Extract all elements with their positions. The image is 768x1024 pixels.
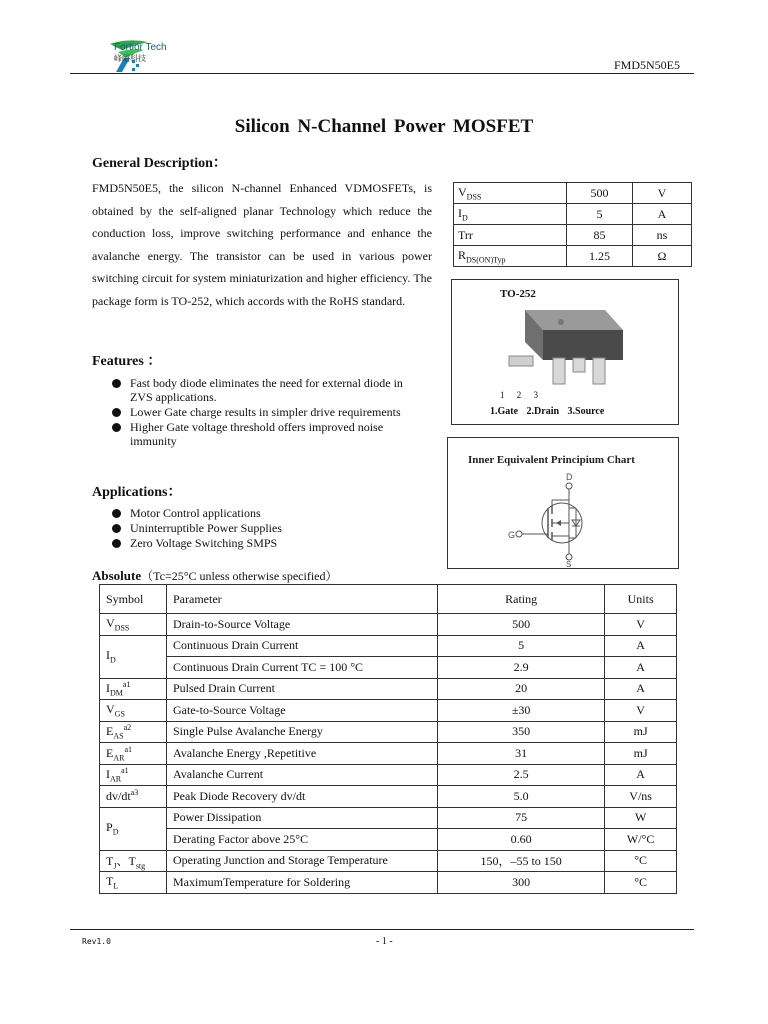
symbol-sub: GS <box>114 709 125 719</box>
spec-symbol <box>454 183 567 204</box>
spec-unit: Ω <box>633 246 692 267</box>
header-symbol: Symbol <box>100 585 167 614</box>
units-cell: W/°C <box>605 829 677 851</box>
spec-symbol-text: Trr <box>458 227 473 242</box>
symbol-text: I <box>106 767 110 782</box>
symbol-text: V <box>106 702 115 717</box>
logo-name: Fortior Tech <box>114 42 167 53</box>
symbol-text: E <box>106 724 114 739</box>
table-row <box>454 225 692 246</box>
table-row <box>454 246 692 267</box>
feature-text: Lower Gate charge results in simpler drive requirements <box>130 405 401 419</box>
units-cell: A <box>605 764 677 786</box>
package-pin-numbers: 1 2 3 <box>500 390 538 400</box>
list-item <box>112 506 412 520</box>
symbol-sub: J <box>113 860 117 870</box>
spec-symbol-text: I <box>458 205 462 220</box>
spec-value: 1.25 <box>567 246 633 267</box>
table-row <box>454 204 692 225</box>
rating-cell: 2.9 <box>438 657 605 679</box>
parameter-cell: Operating Junction and Storage Temperature <box>167 850 438 872</box>
parameter-cell: Derating Factor above 25°C <box>167 829 438 851</box>
table-row <box>454 183 692 204</box>
key-spec-table <box>453 182 692 267</box>
units-cell: mJ <box>605 721 677 743</box>
rating-cell: 20 <box>438 678 605 700</box>
table-row <box>100 872 677 894</box>
symbol-note: a3 <box>130 788 139 798</box>
symbol-sub: AR <box>110 774 122 784</box>
parameter-cell: Power Dissipation <box>167 807 438 829</box>
table-row <box>100 850 677 872</box>
gate-label: G <box>508 530 516 540</box>
rating-cell: 500 <box>438 614 605 636</box>
rating-cell: 150，–55 to 150 <box>438 850 605 872</box>
rating-cell: 350 <box>438 721 605 743</box>
units-cell: °C <box>605 850 677 872</box>
feature-text: Higher Gate voltage threshold offers improved noise immunity <box>130 420 384 448</box>
absolute-ratings-heading <box>92 567 337 584</box>
units-cell: mJ <box>605 743 677 765</box>
features-heading: Features ： <box>92 354 162 369</box>
symbol-text: P <box>106 820 113 835</box>
rating-cell: 2.5 <box>438 764 605 786</box>
list-item <box>112 521 412 535</box>
parameter-cell: Pulsed Drain Current <box>167 678 438 700</box>
symbol-cell <box>100 850 167 872</box>
symbol-text: T <box>106 853 114 868</box>
rating-cell: ±30 <box>438 700 605 722</box>
spec-symbol <box>454 204 567 225</box>
mosfet-schematic-icon <box>500 468 620 568</box>
symbol-sub: AS <box>113 731 124 741</box>
table-header-row <box>100 585 677 614</box>
header-parameter: Parameter <box>167 585 438 614</box>
symbol-text-2: 、T <box>116 853 136 868</box>
spec-symbol-sub: DSS <box>466 192 482 202</box>
document-title: Silicon N-Channel Power MOSFET <box>234 116 534 137</box>
table-row <box>100 614 677 636</box>
application-text: Motor Control applications <box>130 506 261 520</box>
symbol-cell <box>100 635 167 678</box>
footer-divider <box>70 929 694 930</box>
list-item <box>112 536 412 550</box>
units-cell: A <box>605 678 677 700</box>
list-item <box>112 405 412 419</box>
absolute-heading-text: Absolute <box>92 568 142 583</box>
parameter-cell: Avalanche Energy ,Repetitive <box>167 743 438 765</box>
application-text: Uninterruptible Power Supplies <box>130 521 282 535</box>
units-cell: V <box>605 614 677 636</box>
parameter-cell: Continuous Drain Current <box>167 635 438 657</box>
symbol-cell <box>100 700 167 722</box>
units-cell: °C <box>605 872 677 894</box>
spec-symbol-text: V <box>458 184 467 199</box>
symbol-note: a1 <box>122 680 131 690</box>
symbol-cell <box>100 678 167 700</box>
symbol-note: a1 <box>121 766 129 776</box>
symbol-note: a2 <box>123 723 132 733</box>
table-row <box>100 721 677 743</box>
rating-cell: 75 <box>438 807 605 829</box>
symbol-cell <box>100 764 167 786</box>
bullet-icon <box>112 379 121 388</box>
logo-wordmark <box>114 42 167 64</box>
absolute-ratings-table <box>99 584 677 894</box>
equivalent-circuit-title: Inner Equivalent Principium Chart <box>468 454 635 466</box>
table-row <box>100 807 677 829</box>
symbol-text: dv/dt <box>106 789 131 804</box>
table-row <box>100 635 677 657</box>
bullet-icon <box>112 524 121 533</box>
symbol-sub: DSS <box>114 623 130 633</box>
symbol-sub: D <box>110 655 116 665</box>
bullet-icon <box>112 423 121 432</box>
symbol-text: E <box>106 745 114 760</box>
symbol-note: a1 <box>124 744 133 754</box>
header-units: Units <box>605 585 677 614</box>
applications-heading: Applications： <box>92 485 182 500</box>
symbol-text: T <box>106 874 114 889</box>
table-row <box>100 700 677 722</box>
applications-list <box>112 506 412 551</box>
spec-symbol-text: R <box>458 247 467 262</box>
header-rating: Rating <box>438 585 605 614</box>
symbol-sub: AR <box>113 752 125 762</box>
application-text: Zero Voltage Switching SMPS <box>130 536 278 550</box>
symbol-sub: DM <box>110 688 123 698</box>
units-cell: W <box>605 807 677 829</box>
symbol-cell <box>100 872 167 894</box>
package-pin-legend: 1.Gate 2.Drain 3.Source <box>490 406 605 417</box>
symbol-cell <box>100 786 167 808</box>
table-row <box>100 678 677 700</box>
spec-value: 500 <box>567 183 633 204</box>
bullet-icon <box>112 509 121 518</box>
parameter-cell: Peak Diode Recovery dv/dt <box>167 786 438 808</box>
parameter-cell: MaximumTemperature for Soldering <box>167 872 438 894</box>
parameter-cell: Avalanche Current <box>167 764 438 786</box>
parameter-cell: Gate-to-Source Voltage <box>167 700 438 722</box>
spec-value: 5 <box>567 204 633 225</box>
units-cell: A <box>605 657 677 679</box>
symbol-cell <box>100 743 167 765</box>
general-description-heading: General Description： <box>92 156 227 171</box>
rating-cell: 5 <box>438 635 605 657</box>
units-cell: A <box>605 635 677 657</box>
spec-unit: V <box>633 183 692 204</box>
to252-package-icon <box>495 300 635 390</box>
rating-cell: 31 <box>438 743 605 765</box>
features-list <box>112 376 412 449</box>
package-title: TO-252 <box>500 288 536 300</box>
rating-cell: 5.0 <box>438 786 605 808</box>
feature-text: Fast body diode eliminates the need for external diode in ZVS applications. <box>130 376 403 404</box>
page-number: - 1 - <box>376 936 393 947</box>
bullet-icon <box>112 539 121 548</box>
symbol-text: I <box>106 681 110 696</box>
spec-symbol <box>454 225 567 246</box>
spec-symbol-sub: D <box>462 213 468 223</box>
logo-chinese-name: 峰岹科技 <box>114 54 146 63</box>
source-label: S <box>566 560 572 568</box>
table-row <box>100 786 677 808</box>
symbol-cell <box>100 614 167 636</box>
spec-symbol-sub: DS(ON)Typ <box>466 255 506 265</box>
units-cell: V/ns <box>605 786 677 808</box>
header-divider <box>70 73 694 74</box>
revision-label: Rev1.0 <box>82 937 111 946</box>
list-item <box>112 376 412 404</box>
symbol-text: V <box>106 616 115 631</box>
drain-label: D <box>566 472 573 482</box>
symbol-sub-2: stg <box>135 860 146 870</box>
part-number: FMD5N50E5 <box>614 58 681 72</box>
spec-unit: A <box>633 204 692 225</box>
parameter-cell: Drain-to-Source Voltage <box>167 614 438 636</box>
spec-symbol <box>454 246 567 267</box>
list-item <box>112 420 412 448</box>
bullet-icon <box>112 408 121 417</box>
rating-cell: 300 <box>438 872 605 894</box>
parameter-cell: Single Pulse Avalanche Energy <box>167 721 438 743</box>
general-description-text: FMD5N50E5, the silicon N-channel Enhanced VDMOSFETs, is obtained by the self-aligned planar Technology which reduce the conduction loss, improve switching performance and enhance the avalanche energy. The transistor can be used in various power switching circuit for system miniaturization and higher efficiency. The package form is TO-252, which accords with the RoHS standard. <box>92 181 432 308</box>
table-row <box>100 657 677 679</box>
absolute-condition: （Tc=25°C unless otherwise specified） <box>141 569 338 583</box>
symbol-sub: L <box>113 881 119 891</box>
rating-cell: 0.60 <box>438 829 605 851</box>
units-cell: V <box>605 700 677 722</box>
parameter-cell: Continuous Drain Current TC = 100 °C <box>167 657 438 679</box>
spec-unit: ns <box>633 225 692 246</box>
symbol-cell <box>100 721 167 743</box>
symbol-sub: D <box>112 827 119 837</box>
table-row <box>100 764 677 786</box>
symbol-cell <box>100 807 167 850</box>
symbol-text: I <box>106 648 110 663</box>
table-row <box>100 829 677 851</box>
table-row <box>100 743 677 765</box>
spec-value: 85 <box>567 225 633 246</box>
